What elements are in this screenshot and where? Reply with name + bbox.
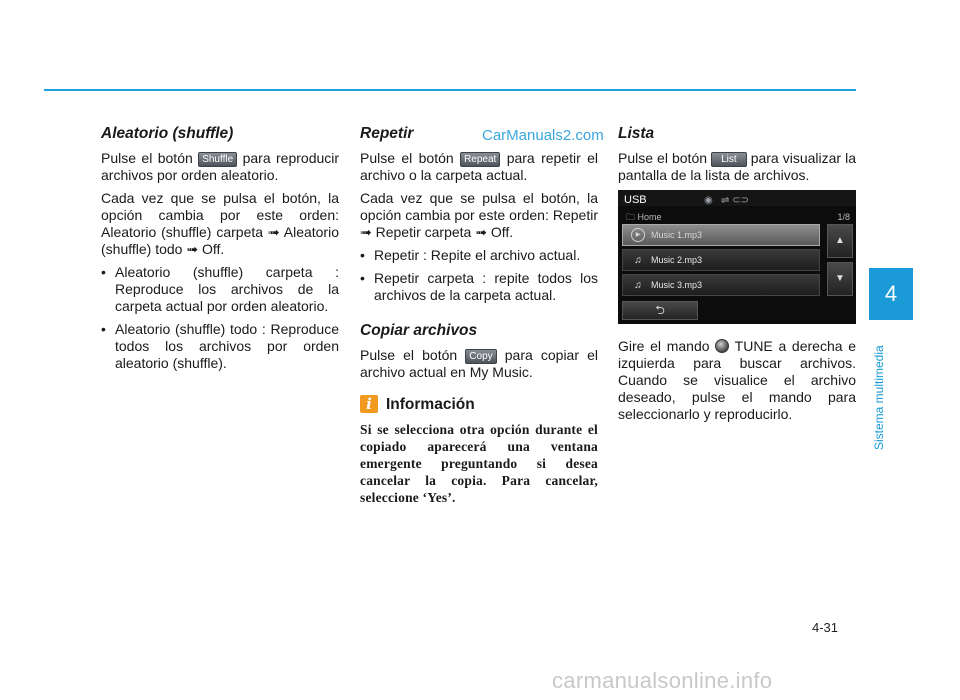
text: para visualizar la pantalla de la lista de archivos.: [618, 150, 857, 183]
text: Gire el mando: [618, 338, 710, 354]
paragraph: [360, 347, 598, 381]
info-title: Información: [386, 395, 475, 413]
paragraph: [618, 338, 856, 423]
folder-icon: 🗀: [626, 212, 636, 222]
list-button-icon: List: [711, 152, 747, 167]
play-icon: ▶: [631, 228, 645, 242]
paragraph: Cada vez que se pulsa el botón, la opción cambia por este orden: Aleatorio (shuffle) carpeta ➟ Aleatorio (shuffle) todo ➟ Off.: [101, 190, 339, 257]
section-title-shuffle: Aleatorio (shuffle): [101, 125, 234, 142]
file-name: Music 1.mp3: [651, 229, 703, 240]
list-item: [360, 247, 598, 264]
text: Pulse el botón: [360, 150, 454, 166]
bullet-icon: •: [101, 321, 106, 337]
chapter-label: Sistema multimedia: [872, 345, 886, 450]
bullet-text: Aleatorio (shuffle) carpeta : Reproduce los archivos de la carpeta actual por orden aleatorio.: [115, 264, 339, 314]
info-body: Si se selecciona otra opción durante el copiado aparecerá una ventana emergente preguntando si desea cancelar la copia. Para cancelar, seleccione ‘Yes’.: [360, 422, 598, 505]
bullet-icon: •: [360, 270, 365, 286]
paragraph: [618, 150, 856, 184]
music-note-icon: ♫: [634, 279, 642, 291]
column-shuffle: [101, 125, 339, 378]
file-name: Music 3.mp3: [651, 279, 703, 290]
tune-knob-icon: [715, 339, 729, 353]
text: TUNE a derecha e izquierda para buscar archivos. Cuando se visualice el archivo deseado, pulse el mando para seleccionarlo y reproducirlo.: [618, 338, 856, 422]
list-item: [101, 264, 339, 315]
list-item[interactable]: [622, 224, 820, 246]
screen-source-label: USB: [624, 194, 647, 206]
scroll-down-button[interactable]: ▼: [827, 262, 853, 296]
paragraph: Cada vez que se pulsa el botón, la opción cambia por este orden: Repetir ➟ Repetir carpeta ➟ Off.: [360, 190, 598, 240]
music-note-icon: ♫: [634, 254, 642, 266]
bullet-text: Aleatorio (shuffle) todo : Reproduce todos los archivos por orden aleatorio (shuffle).: [115, 321, 339, 371]
bullet-text: Repetir carpeta : repite todos los archivos de la carpeta actual.: [374, 270, 598, 303]
footer-watermark: carmanualsonline.info: [552, 668, 773, 693]
file-name: Music 2.mp3: [651, 254, 703, 265]
paragraph: [101, 150, 339, 184]
list-item: [360, 270, 598, 304]
back-button[interactable]: ⮌: [622, 301, 698, 320]
info-icon: i: [360, 395, 378, 413]
header-rule: [44, 89, 856, 91]
repeat-button-icon: Repeat: [460, 152, 500, 167]
screen-count: 1/8: [837, 212, 850, 222]
watermark-text: CarManuals2.com: [482, 127, 604, 144]
column-repeat: [360, 125, 598, 506]
list-item[interactable]: [622, 274, 820, 296]
copy-button-icon: Copy: [465, 349, 496, 364]
text: para reproducir archivos por orden aleatorio.: [101, 150, 340, 183]
page-number: 4-31: [812, 620, 839, 635]
usb-list-screen: [618, 190, 856, 324]
section-title-repeat: Repetir: [360, 125, 414, 142]
list-item: [101, 321, 339, 372]
bullet-icon: •: [360, 247, 365, 263]
section-title-copy: Copiar archivos: [360, 322, 478, 339]
text: Pulse el botón: [101, 150, 193, 166]
bullet-text: Repetir : Repite el archivo actual.: [374, 247, 581, 263]
shuffle-button-icon: Shuffle: [198, 152, 237, 167]
text: para repetir el archivo o la carpeta actual.: [360, 150, 599, 183]
chapter-tab: 4: [869, 268, 913, 320]
status-icons: ◉ ⇌ ⊂⊃: [704, 195, 749, 206]
text: Pulse el botón: [360, 347, 458, 363]
text: Pulse el botón: [618, 150, 708, 166]
scroll-up-button[interactable]: ▲: [827, 224, 853, 258]
bullet-icon: •: [101, 264, 106, 280]
folder-label: Home: [637, 212, 662, 222]
text: para copiar el archivo actual en My Music.: [360, 347, 599, 380]
paragraph: [360, 150, 598, 184]
info-header: [360, 395, 598, 413]
column-list: [618, 125, 856, 429]
list-item[interactable]: [622, 249, 820, 271]
section-title-list: Lista: [618, 125, 655, 142]
